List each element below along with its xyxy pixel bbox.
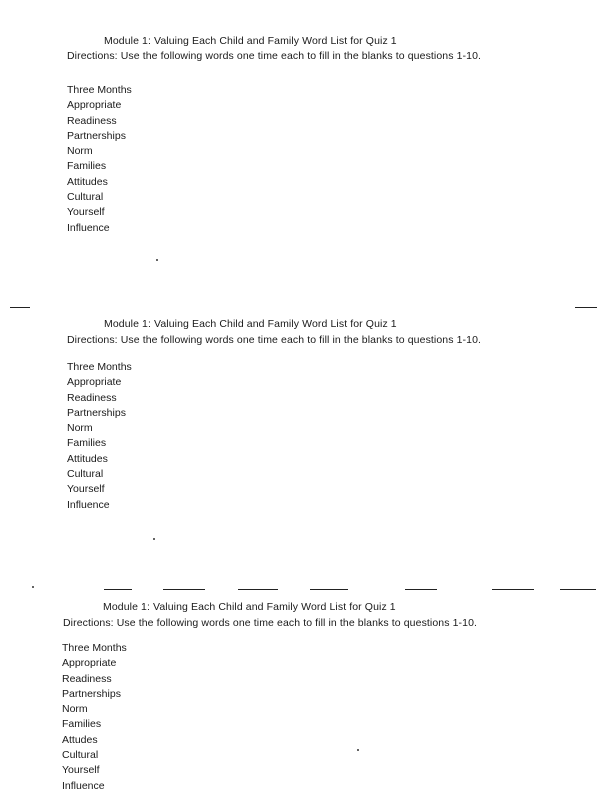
- list-item: Yourself: [67, 483, 105, 496]
- list-item: Influence: [67, 221, 110, 234]
- list-item: Yourself: [62, 764, 100, 777]
- list-item: Influence: [62, 779, 105, 792]
- list-item: Three Months: [67, 84, 132, 96]
- section-title: Module 1: Valuing Each Child and Family Word List for Quiz 1: [104, 35, 397, 47]
- directions-text: Directions: Use the following words one time each to fill in the blanks to questions 1-10.: [67, 334, 482, 346]
- list-item: Appropriate: [67, 99, 122, 112]
- list-item: Cultural: [67, 468, 104, 481]
- list-item: Appropriate: [62, 657, 117, 670]
- scan-speck: [32, 586, 34, 588]
- list-item: Norm: [67, 422, 93, 435]
- list-item: Families: [67, 160, 107, 173]
- list-item: Partnerships: [67, 129, 126, 142]
- list-item: Cultural: [62, 749, 99, 762]
- list-item: Cultural: [67, 191, 104, 204]
- list-item: Appropriate: [67, 376, 122, 389]
- list-item: Readiness: [62, 672, 112, 685]
- cut-line-mark: [10, 307, 30, 308]
- cut-line-mark: [575, 307, 597, 308]
- section-title: Module 1: Valuing Each Child and Family Word List for Quiz 1: [103, 601, 396, 613]
- cut-line-mark: [163, 589, 205, 590]
- cut-line-mark: [560, 589, 596, 590]
- section-title: Module 1: Valuing Each Child and Family Word List for Quiz 1: [104, 318, 397, 330]
- list-item: Readiness: [67, 391, 117, 404]
- list-item: Attitudes: [67, 452, 108, 465]
- list-item: Attudes: [62, 733, 98, 746]
- list-item: Yourself: [67, 206, 105, 219]
- word-list: [67, 83, 132, 236]
- list-item: Norm: [62, 703, 88, 716]
- list-item: Families: [62, 718, 102, 731]
- list-item: Three Months: [67, 361, 132, 373]
- scan-speck: [357, 749, 359, 751]
- word-list: [62, 641, 127, 794]
- word-list: [67, 360, 132, 513]
- directions-text: Directions: Use the following words one time each to fill in the blanks to questions 1-10.: [67, 50, 482, 62]
- list-item: Norm: [67, 145, 93, 158]
- cut-line-mark: [310, 589, 348, 590]
- directions-text: Directions: Use the following words one time each to fill in the blanks to questions 1-10.: [63, 617, 478, 629]
- scan-speck: [153, 538, 155, 540]
- list-item: Partnerships: [67, 406, 126, 419]
- list-item: Families: [67, 437, 107, 450]
- cut-line-mark: [492, 589, 534, 590]
- list-item: Attitudes: [67, 175, 108, 188]
- list-item: Partnerships: [62, 687, 121, 700]
- cut-line-mark: [238, 589, 278, 590]
- scan-speck: [156, 259, 158, 261]
- cut-line-mark: [104, 589, 132, 590]
- cut-line-mark: [405, 589, 437, 590]
- list-item: Influence: [67, 498, 110, 511]
- list-item: Readiness: [67, 114, 117, 127]
- list-item: Three Months: [62, 642, 127, 654]
